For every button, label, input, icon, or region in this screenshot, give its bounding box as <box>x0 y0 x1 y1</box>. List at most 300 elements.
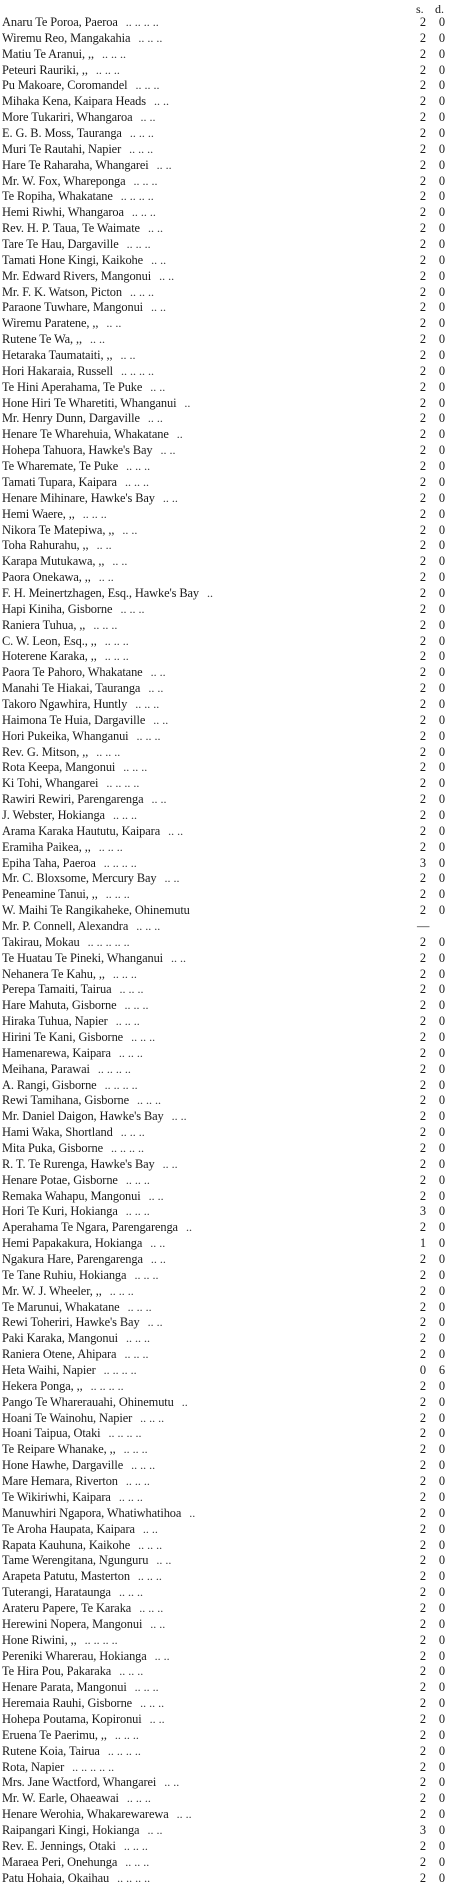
amount-pence: 0 <box>438 1489 446 1504</box>
amount-shillings: 0 <box>419 1363 427 1378</box>
list-item <box>0 792 455 808</box>
dot-leader: .. .. <box>162 490 178 505</box>
amount-shillings: 2 <box>419 1489 427 1504</box>
subscriber-name: Hapi Kiniha, Gisborne <box>2 601 113 616</box>
amount-pence: 0 <box>438 94 446 109</box>
list-item <box>0 1585 455 1601</box>
subscriber-name: Hare Mahuta, Gisborne <box>2 998 117 1013</box>
list-item <box>0 1680 455 1696</box>
subscriber-name: Rota Keepa, Mangonui <box>2 760 116 775</box>
dot-leader: .. .. .. <box>124 1347 149 1362</box>
dot-leader: .. .. .. .. <box>120 189 154 204</box>
subscriber-name: Haimona Te Huia, Dargaville <box>2 712 146 727</box>
amount-pence: 0 <box>438 633 446 648</box>
amount-pence: 0 <box>438 1156 446 1171</box>
dot-leader: .. .. .. <box>112 807 137 822</box>
dot-leader: .. .. <box>90 332 106 347</box>
dot-leader: .. .. <box>96 538 112 553</box>
dot-leader: .. .. <box>151 252 167 267</box>
subscriber-name: C. W. Leon, Esq., ,, <box>2 633 97 648</box>
dot-leader: .. .. <box>106 316 122 331</box>
dot-leader: .. .. <box>149 1711 165 1726</box>
amount-shillings: 2 <box>419 1680 427 1695</box>
amount-shillings: 2 <box>419 1378 427 1393</box>
list-item <box>0 1014 455 1030</box>
subscriber-name: Te Wikiriwhi, Kaipara <box>2 1489 111 1504</box>
amount-shillings: 2 <box>419 1045 427 1060</box>
amount-shillings: 2 <box>419 1347 427 1362</box>
subscriber-name: Raniera Otene, Ahipara <box>2 1347 117 1362</box>
amount-pence: 0 <box>438 744 446 759</box>
amount-shillings: 2 <box>419 157 427 172</box>
list-item <box>0 665 455 681</box>
dot-leader: .. .. <box>147 411 163 426</box>
dot-leader: .. .. <box>142 1521 158 1536</box>
list-item <box>0 1030 455 1046</box>
dot-leader: .. .. <box>122 522 138 537</box>
subscriber-name: Te Hini Aperahama, Te Puke <box>2 379 143 394</box>
dot-leader: .. .. .. <box>118 1585 143 1600</box>
amount-pence: 0 <box>438 1648 446 1663</box>
subscriber-name: Mr. W. Fox, Whareponga <box>2 173 126 188</box>
dot-leader: .. .. .. .. .. <box>72 1759 115 1774</box>
amount-pence: 0 <box>438 141 446 156</box>
amount-shillings: 2 <box>419 1315 427 1330</box>
subscriber-name: Tamati Tupara, Kaipara <box>2 474 117 489</box>
amount-pence: 0 <box>438 379 446 394</box>
dot-leader: .. .. <box>168 823 184 838</box>
list-item <box>0 1649 455 1665</box>
list-item <box>0 142 455 158</box>
subscriber-name: Hohepa Tahuora, Hawke's Bay <box>2 443 153 458</box>
amount-shillings: 3 <box>419 1822 427 1837</box>
amount-pence: 0 <box>438 252 446 267</box>
dot-leader: .. .. <box>150 1252 166 1267</box>
amount-pence: 0 <box>438 237 446 252</box>
amount-shillings: 2 <box>419 982 427 997</box>
list-item <box>0 443 455 459</box>
dot-leader: .. .. <box>140 110 156 125</box>
subscriber-name: Manahi Te Hiakai, Tauranga <box>2 681 141 696</box>
list-item <box>0 1823 455 1839</box>
amount-shillings: 3 <box>419 1204 427 1219</box>
dot-leader: .. .. .. <box>133 173 158 188</box>
amount-shillings: 2 <box>419 189 427 204</box>
amount-pence: 0 <box>438 1759 446 1774</box>
dot-leader: .. .. <box>153 94 169 109</box>
dot-leader: .. .. .. <box>120 1125 145 1140</box>
amount-pence: 0 <box>438 982 446 997</box>
amount-pence: 0 <box>438 1236 446 1251</box>
amount-shillings: 2 <box>419 1331 427 1346</box>
amount-pence: 0 <box>438 1125 446 1140</box>
amount-shillings: 2 <box>419 1664 427 1679</box>
amount-shillings: 2 <box>419 839 427 854</box>
list-item <box>0 427 455 443</box>
dot-leader: .. .. .. <box>129 126 154 141</box>
subscriber-name: Remaka Wahapu, Mangonui <box>2 1188 141 1203</box>
list-item <box>0 348 455 364</box>
subscriber-name: Nikora Te Matepiwa, ,, <box>2 522 115 537</box>
list-item <box>0 332 455 348</box>
dot-leader: .. .. .. <box>137 1093 162 1108</box>
list-item <box>0 1633 455 1649</box>
subscriber-name: Ki Tohi, Whangarei <box>2 776 99 791</box>
dot-leader: .. .. .. <box>118 1489 143 1504</box>
subscriber-name: E. G. B. Moss, Tauranga <box>2 126 122 141</box>
dot-leader: .. .. <box>150 1236 166 1251</box>
list-item <box>0 602 455 618</box>
amount-shillings: 2 <box>419 1727 427 1742</box>
amount-shillings: — <box>417 918 430 933</box>
list-item <box>0 1347 455 1363</box>
dot-leader: .. .. .. .. <box>106 776 140 791</box>
amount-shillings: 2 <box>419 1870 427 1885</box>
subscriber-name: Henare Werohia, Whakarewarewa <box>2 1807 169 1822</box>
subscriber-name: Rota, Napier <box>2 1759 65 1774</box>
amount-pence: 0 <box>438 1553 446 1568</box>
dot-leader: .. .. .. <box>114 1727 139 1742</box>
list-item <box>0 1204 455 1220</box>
list-item <box>0 1696 455 1712</box>
amount-shillings: 2 <box>419 1775 427 1790</box>
amount-shillings: 2 <box>419 126 427 141</box>
dot-leader: .. .. .. <box>131 205 156 220</box>
amount-shillings: 2 <box>419 998 427 1013</box>
subscriber-name: Meihana, Parawai <box>2 1061 90 1076</box>
subscriber-name: Hemi Waere, ,, <box>2 506 75 521</box>
amount-pence: 0 <box>438 1045 446 1060</box>
amount-shillings: 2 <box>419 665 427 680</box>
amount-pence: 0 <box>438 506 446 521</box>
subscriber-name: Peneamine Tanui, ,, <box>2 887 98 902</box>
amount-shillings: 1 <box>419 1236 427 1251</box>
list-item <box>0 364 455 380</box>
amount-pence: 0 <box>438 998 446 1013</box>
subscriber-name: Raniera Tuhua, ,, <box>2 617 86 632</box>
subscriber-name: Te Hira Pou, Pakaraka <box>2 1664 112 1679</box>
amount-shillings: 2 <box>419 1156 427 1171</box>
amount-shillings: 2 <box>419 950 427 965</box>
dot-leader: .. <box>185 1220 192 1235</box>
amount-pence: 0 <box>438 792 446 807</box>
subscriber-name: Toha Rahurahu, ,, <box>2 538 89 553</box>
amount-pence: 0 <box>438 395 446 410</box>
amount-shillings: 2 <box>419 792 427 807</box>
subscriber-name: Mr. W. J. Wheeler, ,, <box>2 1283 102 1298</box>
dot-leader: .. .. .. .. <box>97 1061 131 1076</box>
dot-leader: .. .. <box>147 1822 163 1837</box>
subscriber-name: Pu Makoare, Coromandel <box>2 78 128 93</box>
list-item <box>0 459 455 475</box>
amount-pence: 0 <box>438 157 446 172</box>
amount-pence: 0 <box>438 490 446 505</box>
dot-leader: .. .. .. <box>131 1030 156 1044</box>
dot-leader: .. .. .. <box>136 728 161 743</box>
amount-shillings: 2 <box>419 1093 427 1108</box>
dot-leader: .. .. .. <box>131 1458 156 1473</box>
dot-leader: .. .. .. <box>134 1680 159 1695</box>
list-item <box>0 554 455 570</box>
dot-leader: .. .. <box>159 268 175 283</box>
amount-shillings: 2 <box>419 62 427 77</box>
dot-leader: .. .. .. <box>129 141 154 156</box>
dot-leader: .. .. .. .. <box>103 855 137 870</box>
amount-pence: 0 <box>438 1347 446 1362</box>
list-item <box>0 1664 455 1680</box>
subscriber-name: Pereniki Wharerau, Hokianga <box>2 1648 147 1663</box>
amount-pence: 0 <box>438 332 446 347</box>
dot-leader: .. .. .. <box>139 1600 164 1615</box>
dot-leader: .. .. .. <box>120 601 145 616</box>
amount-pence: 0 <box>438 871 446 886</box>
amount-pence: 0 <box>438 78 446 93</box>
amount-shillings: 2 <box>419 348 427 363</box>
amount-pence: 0 <box>438 1267 446 1282</box>
dot-leader: .. .. <box>112 554 128 569</box>
amount-pence: 0 <box>438 1394 446 1409</box>
list-item <box>0 174 455 190</box>
list-item <box>0 808 455 824</box>
amount-pence: 0 <box>438 1870 446 1885</box>
dot-leader: .. .. <box>171 1109 187 1124</box>
subscriber-name: Hiraka Tuhua, Napier <box>2 1014 108 1029</box>
amount-pence: 0 <box>438 1585 446 1600</box>
amount-pence: 0 <box>438 1299 446 1314</box>
list-item <box>0 1173 455 1189</box>
list-item <box>0 919 455 935</box>
amount-shillings: 2 <box>419 395 427 410</box>
dot-leader: .. .. <box>154 1648 170 1663</box>
amount-shillings: 2 <box>419 221 427 236</box>
amount-pence: 0 <box>438 1474 446 1489</box>
dot-leader: .. .. .. <box>138 1537 163 1552</box>
amount-shillings: 2 <box>419 1220 427 1235</box>
subscriber-name: Mrs. Jane Wactford, Whangarei <box>2 1775 157 1790</box>
list-item <box>0 63 455 79</box>
subscriber-name: Hekera Ponga, ,, <box>2 1378 83 1393</box>
amount-shillings: 2 <box>419 681 427 696</box>
amount-pence: 0 <box>438 1632 446 1647</box>
amount-shillings: 2 <box>419 78 427 93</box>
amount-pence: 0 <box>438 1696 446 1711</box>
subscriber-name: Hori Te Kuri, Hokianga <box>2 1204 118 1219</box>
subscriber-name: Wiremu Paratene, ,, <box>2 316 99 331</box>
dot-leader: .. .. .. <box>104 633 129 648</box>
dot-leader: .. .. .. <box>115 1014 140 1029</box>
subscriber-name: Henare Mihinare, Hawke's Bay <box>2 490 155 505</box>
list-item <box>0 1569 455 1585</box>
dot-leader: .. .. .. <box>98 839 123 854</box>
subscriber-name: Te Marunui, Whakatane <box>2 1299 120 1314</box>
dot-leader: .. .. .. <box>136 918 161 933</box>
list-item <box>0 1078 455 1094</box>
amount-pence: 0 <box>438 62 446 77</box>
amount-pence: 0 <box>438 712 446 727</box>
list-item <box>0 1506 455 1522</box>
subscriber-name: Hori Hakaraia, Russell <box>2 363 114 378</box>
amount-shillings: 2 <box>419 252 427 267</box>
amount-shillings: 2 <box>419 300 427 315</box>
amount-pence: 0 <box>438 205 446 220</box>
amount-shillings: 2 <box>419 1267 427 1282</box>
amount-pence: 0 <box>438 538 446 553</box>
amount-pence: 0 <box>438 728 446 743</box>
subscriber-name: Te Huatau Te Pineki, Whanganui <box>2 950 164 965</box>
amount-shillings: 2 <box>419 1807 427 1822</box>
amount-shillings: 2 <box>419 1172 427 1187</box>
dot-leader: .. .. .. <box>123 760 148 775</box>
amount-shillings: 2 <box>419 1696 427 1711</box>
amount-shillings: 2 <box>419 1458 427 1473</box>
amount-shillings: 2 <box>419 1125 427 1140</box>
amount-pence: 0 <box>438 363 446 378</box>
list-item <box>0 1712 455 1728</box>
subscriber-name: Te Wharemate, Te Puke <box>2 459 119 474</box>
list-item <box>0 1791 455 1807</box>
subscriber-name: Tamati Hone Kingi, Kaikohe <box>2 252 144 267</box>
subscriber-name: Hone Hawhe, Dargaville <box>2 1458 124 1473</box>
list-item <box>0 1284 455 1300</box>
dot-leader: .. .. <box>98 570 114 585</box>
subscriber-name: Hori Pukeika, Whanganui <box>2 728 129 743</box>
amount-pence: 0 <box>438 1521 446 1536</box>
subscriber-name: Wiremu Reo, Mangakahia <box>2 30 131 45</box>
amount-shillings: 2 <box>419 1759 427 1774</box>
amount-shillings: 2 <box>419 474 427 489</box>
list-item <box>0 618 455 634</box>
amount-shillings: 2 <box>419 649 427 664</box>
dot-leader: .. .. .. <box>125 1854 150 1869</box>
subscriber-name: Mr. F. K. Watson, Picton <box>2 284 122 299</box>
list-item <box>0 189 455 205</box>
amount-pence: 0 <box>438 443 446 458</box>
list-item <box>0 300 455 316</box>
dot-leader: .. .. .. .. <box>104 1077 138 1092</box>
subscriber-name: Anaru Te Poroa, Paeroa <box>2 15 118 29</box>
subscriber-name: Tare Te Hau, Dargaville <box>2 237 119 252</box>
list-item <box>0 1728 455 1744</box>
amount-shillings: 2 <box>419 696 427 711</box>
dot-leader: .. .. .. <box>124 474 149 489</box>
list-item <box>0 1046 455 1062</box>
dot-leader: .. .. .. <box>96 744 121 759</box>
amount-shillings: 2 <box>419 1283 427 1298</box>
amount-shillings: 2 <box>419 1743 427 1758</box>
dot-leader: .. .. .. <box>104 649 129 664</box>
list-item <box>0 713 455 729</box>
subscriber-name: Tuterangi, Harataunga <box>2 1585 111 1600</box>
list-item <box>0 78 455 94</box>
dot-leader: .. .. <box>160 443 176 458</box>
amount-shillings: 2 <box>419 966 427 981</box>
list-item <box>0 1379 455 1395</box>
dot-leader: .. .. <box>176 1807 192 1822</box>
dot-leader: .. <box>189 1505 196 1520</box>
amount-shillings: 2 <box>419 601 427 616</box>
subscriber-name: Paora Onekawa, ,, <box>2 570 91 585</box>
dot-leader: .. .. .. <box>82 506 107 521</box>
amount-pence: 0 <box>438 696 446 711</box>
list-item <box>0 1839 455 1855</box>
amount-shillings: 2 <box>419 284 427 299</box>
amount-shillings: 2 <box>419 712 427 727</box>
amount-pence: 0 <box>438 760 446 775</box>
amount-shillings: 2 <box>419 1109 427 1124</box>
list-item <box>0 126 455 142</box>
amount-pence: 0 <box>438 189 446 204</box>
list-item <box>0 1522 455 1538</box>
list-item <box>0 1744 455 1760</box>
list-item <box>0 681 455 697</box>
list-item <box>0 570 455 586</box>
subscriber-name: W. Maihi Te Rangikaheke, Ohinemutu <box>2 903 190 918</box>
list-item <box>0 31 455 47</box>
amount-shillings: 2 <box>419 1442 427 1457</box>
subscriber-name: Rawiri Rewiri, Parengarenga <box>2 792 144 807</box>
list-item <box>0 475 455 491</box>
list-item <box>0 110 455 126</box>
dot-leader: .. .. .. <box>126 459 151 474</box>
amount-pence: 0 <box>438 1077 446 1092</box>
amount-pence: 0 <box>438 1664 446 1679</box>
list-item <box>0 824 455 840</box>
amount-pence: 0 <box>438 1807 446 1822</box>
amount-shillings: 2 <box>419 1854 427 1869</box>
amount-shillings: 2 <box>419 506 427 521</box>
amount-shillings: 2 <box>419 237 427 252</box>
dot-leader: .. .. .. <box>102 46 126 61</box>
dot-leader: .. .. <box>150 1616 166 1631</box>
amount-pence: 0 <box>438 649 446 664</box>
amount-pence: 0 <box>438 1775 446 1790</box>
list-item <box>0 1442 455 1458</box>
dot-leader: .. .. <box>156 157 172 172</box>
subscriber-name: Heremaia Rauhi, Gisborne <box>2 1696 133 1711</box>
list-item <box>0 1220 455 1236</box>
subscriber-name: Tame Werengitana, Ngunguru <box>2 1553 149 1568</box>
dot-leader: .. <box>176 427 183 442</box>
list-item <box>0 1411 455 1427</box>
amount-shillings: 2 <box>419 1632 427 1647</box>
list-item <box>0 887 455 903</box>
amount-pence: 0 <box>438 617 446 632</box>
amount-shillings: 2 <box>419 110 427 125</box>
list-item <box>0 94 455 110</box>
subscriber-name: Hemi Riwhi, Whangaroa <box>2 205 124 220</box>
dot-leader: .. .. .. <box>140 1696 165 1711</box>
list-item <box>0 1760 455 1776</box>
list-item <box>0 47 455 63</box>
list-item <box>0 1553 455 1569</box>
subscriber-name: Ngakura Hare, Parengarenga <box>2 1252 143 1267</box>
subscriber-name: Mr. Henry Dunn, Dargaville <box>2 411 140 426</box>
dot-leader: .. .. .. <box>127 1299 152 1314</box>
subscriber-name: Rev. E. Jennings, Otaki <box>2 1838 116 1853</box>
dot-leader: .. .. <box>153 712 169 727</box>
amount-shillings: 2 <box>419 316 427 331</box>
amount-pence: 0 <box>438 1093 446 1108</box>
list-item <box>0 982 455 998</box>
subscriber-name: Takoro Ngawhira, Huntly <box>2 696 128 711</box>
subscriber-name: Heta Waihi, Napier <box>2 1363 96 1378</box>
list-item <box>0 1125 455 1141</box>
subscriber-name: A. Rangi, Gisborne <box>2 1077 97 1092</box>
amount-shillings: 2 <box>419 332 427 347</box>
amount-shillings: 2 <box>419 490 427 505</box>
amount-pence: 0 <box>438 173 446 188</box>
dot-leader: .. .. .. .. <box>90 1378 124 1393</box>
